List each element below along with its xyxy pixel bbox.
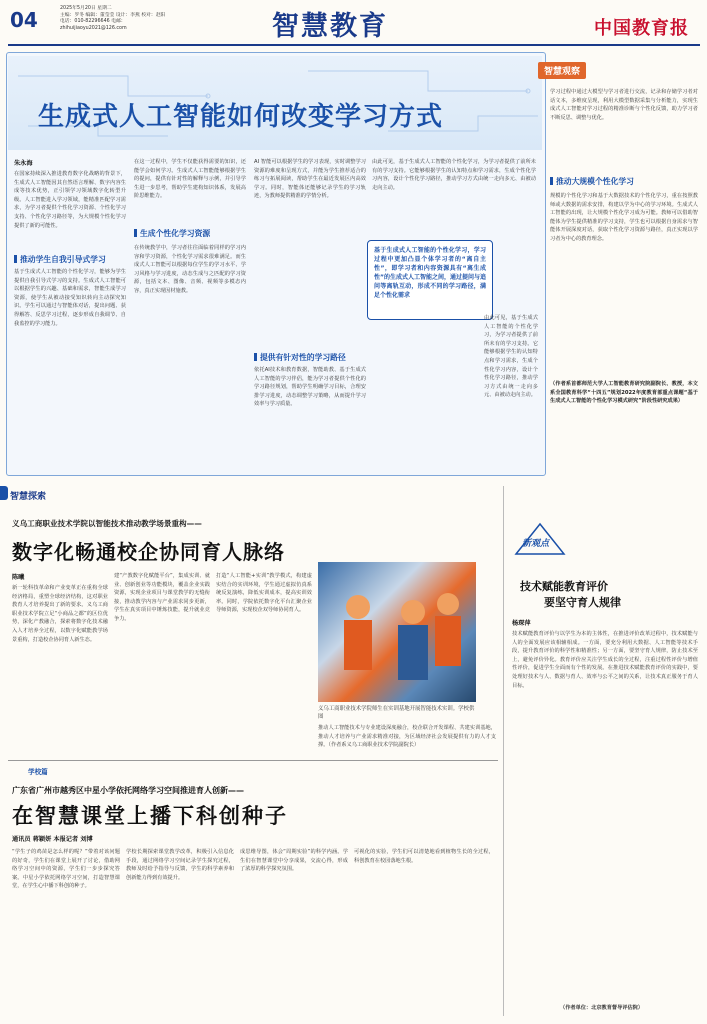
story4-byline: 杨琛萍: [512, 620, 531, 627]
phone-line: 电话：010-82296646 电邮：zhihuijiaoyu2021@126.com: [60, 19, 127, 31]
feature-text-1: 基于生成式人工智能的个性化学习，能够为学生提供自我引导式学习的支持。生成式人工智能可以根据学生的兴趣、基础和需求，智能生成学习资源，使学生从被动接受知识转向主动探究知识。学生可以通过与智能体对话，提出问题、获得解答、反思学习过程，逐步形成自我调节、自我监控的学习能力。: [14, 269, 126, 327]
feature-lead: 在国家持续深入推进教育数字化战略的背景下，生成式人工智能因其自然语言理解、数字内容生成等技术优势，正引领学习领域数字化转型升级。人工智能进入学习领域，能精准匹配学习需求，为学习者提供个性化学习资源、个性化学习支持、个性化学习路径等，为大规模个性化学习提供了新的可能性。: [14, 171, 126, 229]
feature-text-2: 在这一过程中，学生不仅能获得需要的知识，还能学会如何学习。生成式人工智能能够根据学生的提问，提供有针对性的解释与示例，并引导学生进一步思考，帮助学生建构知识体系，发展高阶思维能力。: [134, 159, 246, 200]
story2-photo: [318, 562, 476, 702]
story2-col3: 打造“人工智能+实训”教学模式，构建虚实结合的实训环境，学生通过虚拟仿真系统反复演练，降低实训成本，提高实训效率。同时，学院依托数字化平台汇聚企业导师资源，实现校企双导师协同育人。: [216, 573, 312, 614]
story3-tag: 学校篇: [28, 768, 48, 776]
editor-line: 主编：罗冬 编辑：董莹莹 设计：李燕 校对：赵阳: [60, 12, 166, 18]
newspaper-masthead: 中国教育报: [594, 18, 689, 39]
story2-headline: 数字化畅通校企协同育人脉络: [12, 540, 285, 564]
header-rule: [8, 44, 700, 46]
new-view-badge: [510, 520, 570, 560]
story4-body: 技术赋能教育评价与以学生为本的主体性，在推进评价改革过程中，技术赋能与人的全面发展应该相辅相成。一方面，要充分利用大数据、人工智能等技术手段，提升教育评价的科学性和精准性；另一方面，要坚守育人规律，防止技术至上，避免评价异化。教育评价应关注学生成长的全过程，注重过程性评价与增值性评价，促进学生全面而有个性的发展。在推进技术赋能教育评价的实践中，要处理好技术与人、数据与育人、效率与公平之间的关系，让技术真正服务于育人目标。: [512, 631, 698, 689]
story4-title-line2: 要坚守育人规律: [544, 596, 621, 609]
page-header: [0, 0, 707, 47]
story4-tag: 新观点: [522, 539, 550, 549]
story4-author-note: （作者单位：北京教育督导评估院）: [560, 1005, 644, 1011]
right-col-body: 规模的个性化学习和基于大数据技术的个性化学习，重在按照教师或大数据的需求安排，构建以学为中心的学习环境。生成式人工智能的出现，让大规模个性化学习成为可能。教师可以借助智能体为学生提供精准的学习支持，学生也可以根据自身需求与智能体开展深度对话，获取个性化学习资源与路径，真正实现以学习者为中心的教育理念。: [550, 193, 698, 242]
editorial-meta: [60, 6, 190, 32]
feature-text-4: AI 智能可以根据学生的学习表现，实时调整学习资源的难度和呈现方式，并能为学生推荐适合的练习与拓展阅读，帮助学生在最近发展区内高效学习。同时，智能体还能够记录学生的学习轨迹，为教师提供精准的学情分析。: [254, 159, 366, 200]
story3-byline: 通讯员 蒋颖妍 本报记者 刘博: [12, 836, 93, 843]
story2-byline: 陈曦: [12, 574, 25, 581]
right-col-author-note: （作者系首都师范大学人工智能教育研究院副院长、教授，本文系全国教育科学“十四五”规划2022年度教育部重点课题“基于生成式人工智能的个性化学习模式研究”阶段性研究成果）: [550, 381, 698, 405]
feature-subhead-1: 推动学生自我引导式学习: [14, 254, 106, 265]
workers-photo-illustration: [318, 562, 476, 702]
feature-subhead-3: 提供有针对性的学习路径: [254, 352, 346, 363]
feature-byline: 朱永海: [14, 160, 33, 167]
story3-headline: 在智慧课堂上播下科创种子: [12, 804, 288, 828]
story3-col2: 学校长期探索课堂教学改革，积极引入信息化手段，通过网络学习空间记录学生探究过程，教师及时给予指导与反馈，学生的科学素养和创新能力得到有效提升。: [126, 849, 234, 881]
story3-kicker: 广东省广州市越秀区中星小学依托网络学习空间推进育人创新——: [12, 786, 244, 795]
section-divider: [8, 760, 498, 761]
page-number: 04: [10, 8, 38, 32]
feature-text-5: 依托AI技术和教育数据，智能助教、基于生成式人工智能的学习伴侣，能为学习者提供个性化的学习路径规划，帮助学生明确学习目标，合理安排学习进度，动态调整学习策略，从而提升学习效率与学习质量。: [254, 367, 366, 408]
feature-tag: 智慧观察: [538, 62, 586, 79]
feature-text-3: 在传统教学中，学习者往往面临着同样的学习内容和学习资源，个性化学习需求很难满足。而生成式人工智能可以根据每位学生的学习水平、学习风格与学习进度，动态生成与之匹配的学习资源，包括文本、图像、音频、视频等多模态内容，真正实现因材施教。: [134, 245, 246, 294]
story2-tag: 智慧探索: [10, 492, 47, 502]
section-title: 智慧教育: [272, 11, 388, 42]
feature-text-7: 由此可见，基于生成式人工智能的个性化学习，为学习者提供了前所未有的学习支持。它能够根据学生的认知特点和学习需求，生成个性化学习内容，设计个性化学习路径，推动学习方式由统一走向多元、由被动走向主动。: [484, 315, 538, 399]
right-col-subhead: 推动大规模个性化学习: [550, 176, 634, 187]
column-divider: [503, 486, 504, 1016]
story2-col1: 新一轮科技革命和产业变革正在重构全球经济格局，重塑全球经济结构，这对职业教育人才培养提出了新的要求。义乌工商职业技术学院立足“小商品之都”的区位优势，深化产教融合，探索将数字化技术融入人才培养全过程，以数字化赋能教学场景重构，打造校企协同育人新生态。: [12, 585, 108, 643]
date-line: 2025年5月20日 星期二: [60, 6, 112, 11]
tag-marker: [0, 486, 8, 500]
feature-text-6: 由此可见，基于生成式人工智能的个性化学习，为学习者提供了前所未有的学习支持。它能够根据学生的认知特点和学习需求，生成个性化学习内容，设计个性化学习路径，推动学习方式由统一走向多元、由被动走向主动。: [372, 159, 536, 191]
right-col-top-text: 学习过程中通过大模型与学习者进行交流，记录和存储学习者对话文本，多维度呈现，利用大模型数据采集与分析能力，实现生成式人工智能对学习过程的精准诊断与个性化反馈，助力学习者不断反思、调整与优化。: [550, 89, 698, 121]
story2-photo-caption: 义乌工商职业技术学院师生在实训基地开展智能技术实训。学校供图: [318, 706, 475, 720]
feature-subhead-2: 生成个性化学习资源: [134, 228, 210, 239]
story2-col4: 推动人工智能技术与专业建设深度融合，校企联合开发课程、共建实训基地，推动人才培养与产业需求精准对接，为区域经济社会发展提供有力的人才支撑。（作者系义乌工商职业技术学院副院长）: [318, 725, 496, 749]
story3-col1: “学生子的鸡苗是怎么样的呢？”带着对该问题的好奇，学生们在课堂上展开了讨论，借助网络学习空间中的资源，学生们一步步探究答案。中星小学依托网络学习空间，打造智慧课堂，在学生心中播下科创的种子。: [12, 849, 120, 890]
story2-kicker: 义乌工商职业技术学院以智能技术推动教学场景重构——: [12, 519, 202, 528]
story3-col4: 可视化的实验，学生们可以清楚地看到植物生长的全过程，科创教育在校园落地生根。: [354, 849, 494, 864]
story2-col2: 建“产教数字化赋能平台”，集成实训、就业、创新创业等功能模块，覆盖企业实践资源，实现企业项目与课堂教学的无缝衔接，推动教学内容与产业需求同步更新，学生在真实项目中锤炼技能，提升就业竞争力。: [114, 573, 210, 622]
feature-headline: 生成式人工智能如何改变学习方式: [38, 102, 444, 132]
story4-title-line1: 技术赋能教育评价: [520, 580, 608, 593]
pull-quote: 基于生成式人工智能的个性化学习，学习过程中更加凸显个体学习者的“离自主性”，即学习者和内容资源具有“离生成性”的生成式人工智能之间，通过提问与追问等离轨互动，形成不同的学习路径，满足个性化需求: [367, 240, 493, 320]
story3-col3: 成思维导图，体会“周期实验”的科学内涵。学生们在智慧课堂中分享成果，交流心得，形成了浓厚的科学探究氛围。: [240, 849, 348, 873]
